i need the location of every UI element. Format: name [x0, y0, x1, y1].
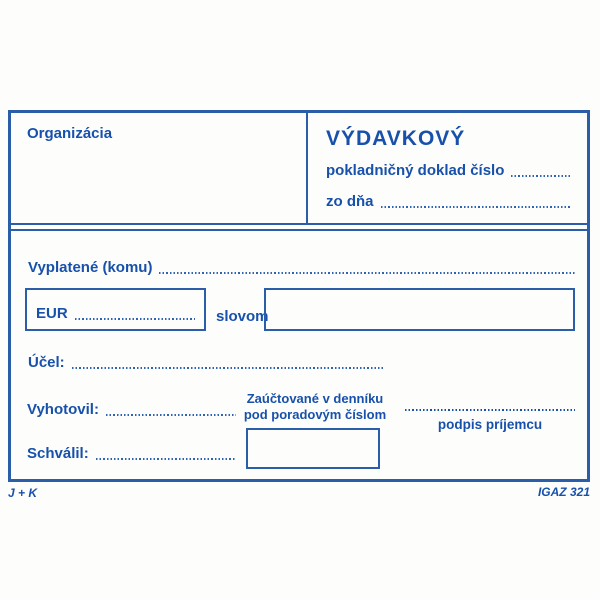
date-row	[326, 193, 571, 210]
journal-note-line1: Zaúčtované v denníku	[246, 391, 384, 406]
approved-by-row	[27, 445, 235, 462]
prepared-by-dotted-field	[106, 414, 236, 416]
recipient-signature-label: podpis príjemcu	[437, 417, 543, 432]
journal-note-line2: pod poradovým číslom	[243, 407, 387, 422]
voucher-form-frame	[8, 110, 590, 482]
doc-number-label: pokladničný doklad číslo	[326, 162, 505, 179]
recipient-signature-block	[405, 403, 575, 432]
organization-box	[11, 113, 308, 223]
currency-label: EUR	[36, 305, 68, 322]
journal-number-box	[246, 428, 380, 469]
paid-to-row	[28, 259, 575, 276]
approved-by-dotted-field	[96, 458, 235, 460]
form-body	[11, 229, 587, 479]
doc-number-dotted-field	[511, 175, 571, 177]
paid-to-label: Vyplatené (komu)	[28, 259, 153, 276]
purpose-dotted-field	[72, 367, 385, 369]
paid-to-dotted-field	[159, 272, 575, 274]
voucher-title: VÝDAVKOVÝ	[326, 127, 466, 150]
in-words-label: slovom	[216, 308, 269, 325]
prepared-by-row	[27, 401, 236, 418]
organization-label: Organizácia	[27, 125, 113, 142]
amount-dotted-field	[75, 318, 195, 320]
purpose-label: Účel:	[28, 354, 65, 371]
date-label: zo dňa	[326, 193, 374, 210]
amount-box	[25, 288, 206, 331]
purpose-row	[28, 354, 385, 371]
date-dotted-field	[381, 206, 572, 208]
approved-by-label: Schválil:	[27, 445, 89, 462]
journal-note	[235, 391, 395, 423]
doc-number-row	[326, 162, 571, 179]
title-box	[308, 113, 587, 223]
form-header-row	[11, 113, 587, 225]
recipient-signature-dotted-field	[405, 403, 575, 411]
prepared-by-label: Vyhotovil:	[27, 401, 99, 418]
form-code: IGAZ 321	[537, 485, 590, 499]
publisher-mark: J + K	[8, 486, 38, 500]
in-words-box	[264, 288, 575, 331]
